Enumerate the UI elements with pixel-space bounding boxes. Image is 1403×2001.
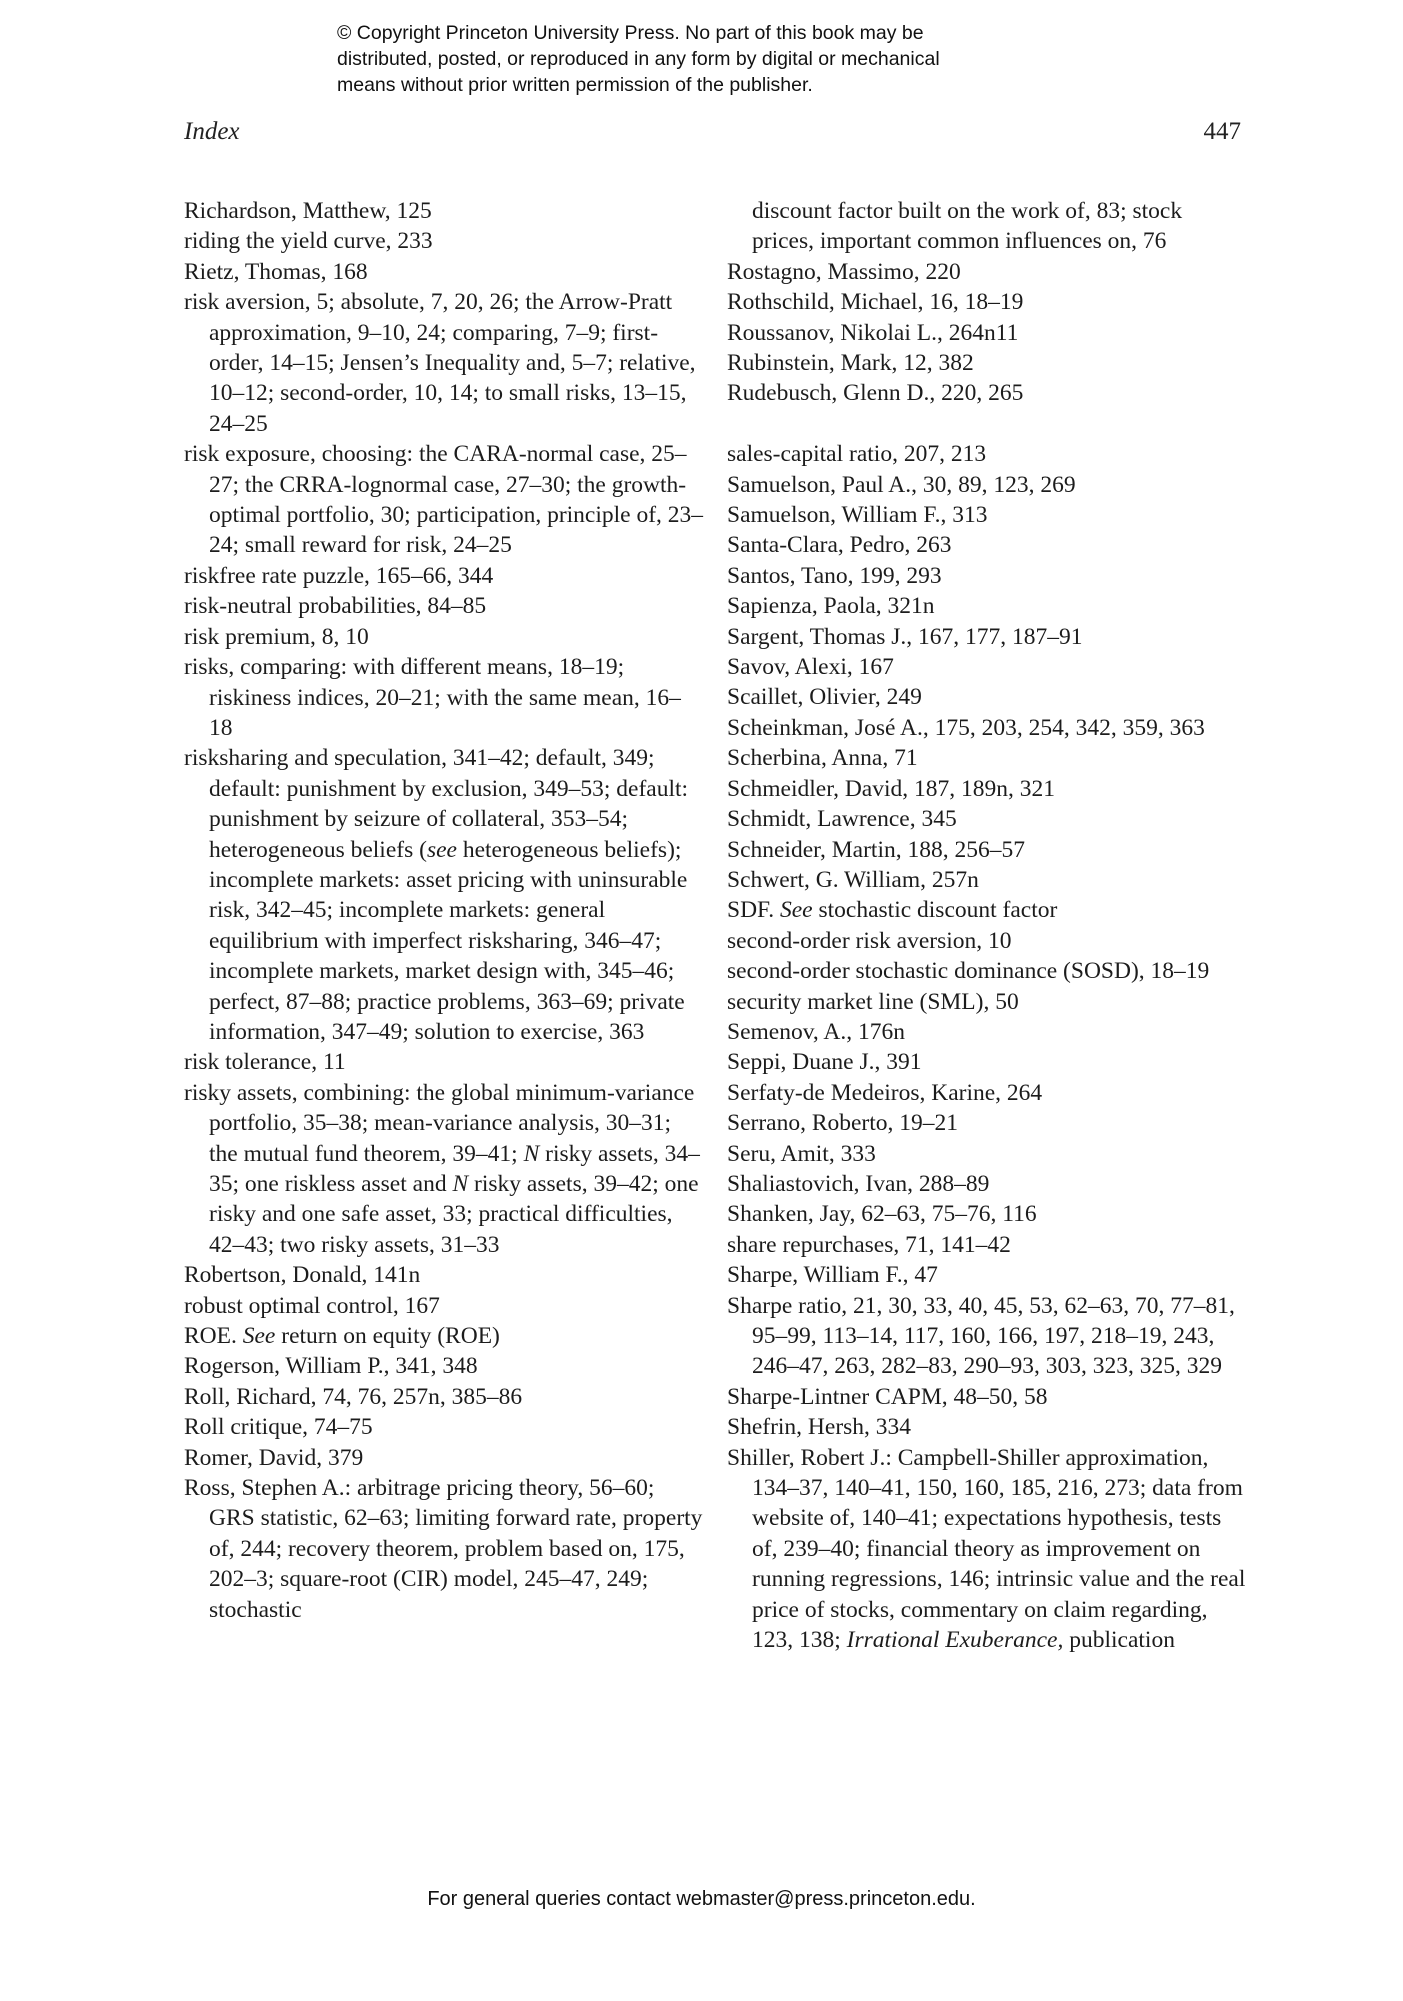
entry-text: Shiller, Robert J.: Campbell-Shiller approximation, 134–37, 140–41, 150, 160, 185, 216, 273; data from website of, 140–41; expectations hypothesis, tests of, 239–40; financial theory as improvement on running regressions, 146; intrinsic value and the real price of stocks, commentary on claim regarding, 123, 138; (727, 1444, 1246, 1654)
italic-variable: N (452, 1171, 469, 1197)
book-title: Irrational Exuberance, (846, 1627, 1064, 1654)
index-entry: share repurchases, 71, 141–42 (727, 1231, 1011, 1258)
index-entry: risk exposure, choosing: the CARA-normal case, 25–27; the CRRA-lognormal case, 27–30; the growth-optimal portfolio, 30; participation, principle of, 23–24; small reward for risk, 24–25 (184, 441, 704, 559)
index-entry: Roussanov, Nikolai L., 264n11 (727, 319, 1019, 346)
index-entry: Scherbina, Anna, 71 (727, 745, 918, 772)
index-entry: Rubinstein, Mark, 12, 382 (727, 350, 974, 377)
copyright-line: means without prior written permission of the publisher. (337, 74, 813, 96)
index-entry: Santos, Tano, 199, 293 (727, 562, 942, 589)
index-entry: Sharpe-Lintner CAPM, 48–50, 58 (727, 1383, 1048, 1410)
index-entry: risk tolerance, 11 (184, 1049, 346, 1076)
entry-text: risky assets, 39–42; one risky and one safe asset, 33; practical difficulties, 42–43; two risky assets, 31–33 (209, 1171, 699, 1258)
index-entry: Semenov, A., 176n (727, 1018, 905, 1045)
index-entry: robust optimal control, 167 (184, 1292, 440, 1319)
index-entry: Rogerson, William P., 341, 348 (184, 1353, 478, 1380)
index-column-right (727, 196, 1247, 1655)
index-entry: Sharpe, William F., 47 (727, 1262, 938, 1289)
index-entry: second-order risk aversion, 10 (727, 927, 1012, 954)
index-entry: risk-neutral probabilities, 84–85 (184, 593, 487, 620)
index-entry: Sargent, Thomas J., 167, 177, 187–91 (727, 623, 1083, 650)
index-entry: risks, comparing: with different means, 18–19; riskiness indices, 20–21; with the same mean, 16–18 (184, 654, 681, 741)
index-entry: Samuelson, Paul A., 30, 89, 123, 269 (727, 471, 1076, 498)
italic-variable: N (523, 1140, 540, 1167)
entry-text: ROE. (184, 1323, 243, 1350)
index-entry (184, 743, 704, 1047)
index-entry: Rostagno, Massimo, 220 (727, 258, 961, 285)
index-entry: Seru, Amit, 333 (727, 1140, 876, 1167)
index-entry: Serfaty-de Medeiros, Karine, 264 (727, 1079, 1043, 1106)
contact-footer: For general queries contact webmaster@press.princeton.edu. (427, 1888, 976, 1910)
index-entry: Scaillet, Olivier, 249 (727, 684, 922, 711)
entry-text: SDF. (727, 897, 780, 924)
index-entry: risk aversion, 5; absolute, 7, 20, 26; the Arrow-Pratt approximation, 9–10, 24; comparing, 7–9; first-order, 14–15; Jensen’s Inequality and, 5–7; relative, 10–12; second-order, 10, 14; to small risks, 13–15, 24–25 (184, 289, 696, 437)
cross-reference-see: See (242, 1323, 276, 1350)
index-entry (184, 1078, 704, 1260)
index-entry: Shefrin, Hersh, 334 (727, 1414, 912, 1441)
index-entry: Rietz, Thomas, 168 (184, 258, 368, 285)
entry-text: heterogeneous beliefs); incomplete markets: asset pricing with uninsurable risk, 342–45; incomplete markets: general equilibrium with imperfect risksharing, 346–47; incomplete markets, market design with, 345–46; perfect, 87–88; practice problems, 363–69; private information, 347–49; solution to exercise, 363 (209, 836, 688, 1045)
entry-text: risky assets, 34–35; one riskless asset and (209, 1140, 700, 1197)
index-entry: Schmeidler, David, 187, 189n, 321 (727, 775, 1056, 802)
index-entry: Rothschild, Michael, 16, 18–19 (727, 289, 1024, 316)
index-entry: Serrano, Roberto, 19–21 (727, 1110, 959, 1137)
copyright-line: distributed, posted, or reproduced in any form by digital or mechanical (337, 48, 940, 70)
index-entry: Romer, David, 379 (184, 1444, 364, 1471)
index-column-left (184, 196, 704, 1625)
cross-reference-see: see (426, 836, 457, 863)
index-entry: sales-capital ratio, 207, 213 (727, 441, 987, 468)
index-entry: Samuelson, William F., 313 (727, 502, 988, 529)
index-entry: Shanken, Jay, 62–63, 75–76, 116 (727, 1201, 1037, 1228)
index-entry: Santa-Clara, Pedro, 263 (727, 532, 952, 559)
index-entry: Ross, Stephen A.: arbitrage pricing theory, 56–60; GRS statistic, 62–63; limiting forward rate, property of, 244; recovery theorem, problem based on, 175, 202–3; square-root (CIR) model, 245–47, 249; stochastic (184, 1475, 703, 1623)
index-entry: Shaliastovich, Ivan, 288–89 (727, 1170, 990, 1197)
index-entry-continued: discount factor built on the work of, 83; stock prices, important common influences on, 76 (752, 198, 1183, 255)
index-entry: Schneider, Martin, 188, 256–57 (727, 836, 1025, 863)
index-entry (184, 1321, 704, 1351)
page-number: 447 (1203, 118, 1241, 145)
index-entry: Richardson, Matthew, 125 (184, 198, 432, 224)
index-entry (727, 1443, 1247, 1656)
index-entry: Rudebusch, Glenn D., 220, 265 (727, 380, 1024, 407)
index-entry: Roll critique, 74–75 (184, 1414, 373, 1441)
index-entry: Schwert, G. William, 257n (727, 866, 979, 893)
entry-text: stochastic discount factor (812, 897, 1058, 924)
index-entry: Seppi, Duane J., 391 (727, 1049, 922, 1076)
cross-reference-see: See (779, 897, 813, 924)
index-entry: risk premium, 8, 10 (184, 623, 369, 650)
index-entry: Roll, Richard, 74, 76, 257n, 385–86 (184, 1383, 523, 1410)
index-entry: Savov, Alexi, 167 (727, 654, 894, 681)
index-entry: Sharpe ratio, 21, 30, 33, 40, 45, 53, 62–63, 70, 77–81, 95–99, 113–14, 117, 160, 166, 197, 218–19, 243, 246–47, 263, 282–83, 290–93, 303, 323, 325, 329 (727, 1292, 1235, 1380)
index-entry: Robertson, Donald, 141n (184, 1262, 421, 1289)
index-entry: riding the yield curve, 233 (184, 228, 433, 255)
index-entry: riskfree rate puzzle, 165–66, 344 (184, 562, 494, 589)
entry-text: return on equity (ROE) (275, 1323, 500, 1350)
copyright-line: © Copyright Princeton University Press. No part of this book may be (337, 22, 924, 44)
index-entry (727, 895, 1247, 925)
running-head-title: Index (184, 118, 240, 145)
index-entry: security market line (SML), 50 (727, 988, 1019, 1015)
entry-text: risky assets, combining: the global minimum-variance portfolio, 35–38; mean-variance analysis, 30–31; the mutual fund theorem, 39–41; (184, 1079, 695, 1167)
letter-section-gap (727, 409, 1247, 439)
entry-text: publication (1063, 1627, 1175, 1654)
index-entry: Scheinkman, José A., 175, 203, 254, 342, 359, 363 (727, 714, 1205, 741)
copyright-notice (337, 20, 1097, 98)
index-entry: second-order stochastic dominance (SOSD), 18–19 (727, 958, 1210, 985)
index-entry: Schmidt, Lawrence, 345 (727, 806, 957, 833)
entry-text: risksharing and speculation, 341–42; default, 349; default: punishment by exclusion, 349–53; default: punishment by seizure of collateral, 353–54; heterogeneous beliefs ( (184, 745, 689, 863)
index-entry: Sapienza, Paola, 321n (727, 593, 935, 620)
